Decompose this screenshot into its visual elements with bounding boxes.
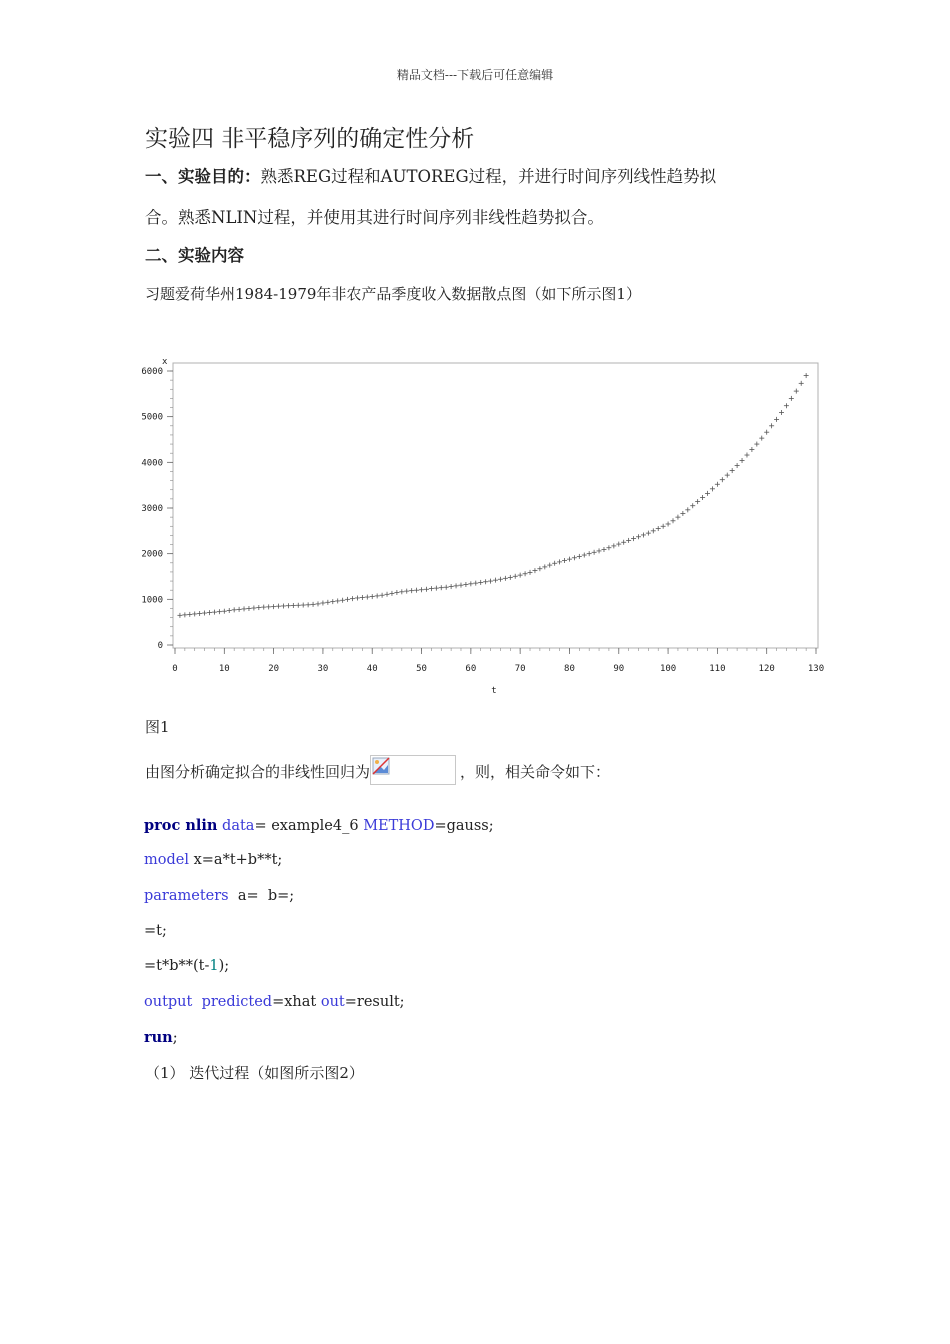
- data-point: [365, 595, 370, 600]
- x-tick-label: 60: [465, 664, 477, 674]
- data-point: [232, 607, 237, 612]
- data-point: [439, 585, 444, 590]
- x-tick-label: 50: [416, 664, 427, 674]
- code-l7-rest: ;: [172, 1030, 178, 1046]
- data-point: [444, 585, 449, 590]
- code-l1-rest1: = example4_6: [254, 818, 364, 834]
- data-point: [671, 518, 676, 523]
- data-point: [621, 540, 626, 545]
- data-point: [429, 586, 434, 591]
- data-point: [197, 611, 202, 616]
- data-point: [804, 373, 809, 378]
- data-point: [695, 499, 700, 504]
- x-tick-label: 70: [514, 664, 526, 674]
- data-point: [399, 589, 404, 594]
- data-point: [202, 611, 207, 616]
- data-point: [587, 551, 592, 556]
- x-tick-label: 0: [172, 664, 178, 674]
- formula-image: [370, 755, 456, 785]
- data-point: [705, 491, 710, 496]
- data-point: [651, 528, 656, 533]
- data-point: [735, 463, 740, 468]
- section1-text1: 熟悉REG过程和AUTOREG过程，并进行时间序列线性趋势拟: [260, 167, 717, 186]
- data-point: [424, 587, 429, 592]
- data-point: [345, 597, 350, 602]
- data-point: [463, 582, 468, 587]
- data-point: [513, 574, 518, 579]
- data-point: [468, 581, 473, 586]
- x-tick-label: 90: [613, 664, 625, 674]
- data-point: [592, 550, 597, 555]
- broken-image-icon: [372, 757, 390, 775]
- data-point: [385, 592, 390, 597]
- data-point: [222, 609, 227, 614]
- y-tick-label: 4000: [141, 458, 163, 469]
- data-point: [552, 561, 557, 566]
- y-tick-label: 1000: [141, 595, 163, 606]
- data-point: [547, 563, 552, 568]
- data-point: [661, 524, 666, 529]
- code-line-1: [144, 817, 494, 834]
- x-tick-label: 80: [564, 664, 575, 674]
- data-point: [493, 578, 498, 583]
- data-point: [227, 608, 232, 613]
- data-point: [794, 389, 799, 394]
- data-point: [562, 558, 567, 563]
- data-point: [449, 584, 454, 589]
- data-point: [597, 548, 602, 553]
- code-proc-keyword: proc nlin: [144, 817, 218, 834]
- analysis-after: ，则，相关命令如下：: [460, 763, 611, 781]
- y-tick-label: 0: [157, 641, 163, 651]
- code-line-3: [144, 888, 294, 904]
- data-point: [749, 447, 754, 452]
- y-tick-label: 5000: [141, 412, 163, 423]
- data-point: [626, 538, 631, 543]
- data-point: [537, 566, 542, 571]
- data-point: [769, 423, 774, 428]
- section2-label: 二、实验内容: [145, 246, 244, 265]
- data-point: [715, 482, 720, 487]
- data-point: [350, 596, 355, 601]
- code-data-option: data: [222, 818, 255, 834]
- code-line-7: [144, 1029, 178, 1046]
- data-point: [246, 606, 251, 611]
- data-point: [799, 381, 804, 386]
- data-point: [301, 603, 306, 608]
- data-point: [518, 573, 523, 578]
- data-point: [389, 591, 394, 596]
- data-point: [528, 570, 533, 575]
- data-point: [454, 583, 459, 588]
- data-point: [789, 396, 794, 401]
- x-tick-label: 10: [218, 664, 230, 674]
- section1-line1: [145, 166, 716, 187]
- data-point: [675, 515, 680, 520]
- data-point: [271, 604, 276, 609]
- analysis-line: [145, 758, 610, 788]
- plot-frame: [173, 363, 818, 648]
- data-point: [725, 473, 730, 478]
- x-tick-label: 120: [758, 664, 775, 674]
- x-tick-label: 40: [366, 664, 378, 674]
- data-point: [419, 587, 424, 592]
- x-axis-label: t: [491, 686, 497, 696]
- data-point: [666, 521, 671, 526]
- code-l6-gap: [192, 994, 201, 1010]
- data-point: [187, 612, 192, 617]
- data-point: [498, 577, 503, 582]
- y-axis-label: x: [162, 357, 168, 367]
- data-point: [774, 417, 779, 422]
- code-run-keyword: run: [144, 1029, 173, 1046]
- code-l6-rest2: =result;: [344, 994, 405, 1010]
- data-point: [360, 595, 365, 600]
- data-point: [483, 579, 488, 584]
- x-tick-label: 110: [709, 664, 726, 674]
- code-line-6: [144, 994, 405, 1010]
- x-tick-label: 30: [317, 664, 329, 674]
- data-point: [212, 610, 217, 615]
- y-tick-label: 6000: [141, 367, 163, 377]
- data-point: [759, 436, 764, 441]
- page-title: 实验四 非平稳序列的确定性分析: [145, 126, 475, 152]
- code-line-2: [144, 852, 282, 868]
- data-point: [720, 477, 725, 482]
- data-point: [754, 442, 759, 447]
- data-point: [542, 564, 547, 569]
- data-point: [296, 603, 301, 608]
- y-tick-label: 2000: [141, 549, 163, 560]
- data-point: [311, 602, 316, 607]
- data-point: [414, 588, 419, 593]
- section1-label: 一、实验目的：: [145, 167, 261, 186]
- data-point: [286, 603, 291, 608]
- page-header: 精品文档---下载后可任意编辑: [396, 68, 554, 82]
- data-point: [478, 580, 483, 585]
- data-point: [680, 511, 685, 516]
- data-point: [567, 557, 572, 562]
- data-point: [641, 532, 646, 537]
- data-point: [207, 610, 212, 615]
- code-output-keyword: output: [144, 994, 193, 1010]
- y-tick-label: 3000: [141, 504, 163, 514]
- step1-text: （1） 迭代过程（如图所示图2）: [145, 1064, 364, 1082]
- data-point: [355, 595, 360, 600]
- analysis-before: 由图分析确定拟合的非线性回归为: [145, 763, 371, 781]
- data-point: [458, 583, 463, 588]
- code-l5-num: 1: [209, 958, 219, 974]
- data-point: [256, 605, 261, 610]
- data-point: [251, 606, 256, 611]
- data-point: [266, 604, 271, 609]
- data-point: [606, 545, 611, 550]
- data-point: [656, 526, 661, 531]
- data-point: [192, 611, 197, 616]
- data-point: [557, 559, 562, 564]
- scatter-chart: [140, 350, 830, 700]
- data-point: [473, 581, 478, 586]
- data-point: [601, 547, 606, 552]
- data-point: [611, 543, 616, 548]
- data-point: [636, 534, 641, 539]
- data-point: [730, 468, 735, 473]
- data-point: [182, 612, 187, 617]
- data-point: [690, 503, 695, 508]
- data-point: [685, 507, 690, 512]
- code-l5-b: );: [218, 958, 230, 974]
- data-point: [177, 613, 182, 618]
- code-l2-rest: x=a*t+b**t;: [188, 852, 283, 868]
- code-out-option: out: [320, 994, 345, 1010]
- data-point: [532, 568, 537, 573]
- data-point: [582, 553, 587, 558]
- figure-caption: 图1: [145, 718, 170, 736]
- data-point: [710, 486, 715, 491]
- data-point: [320, 600, 325, 605]
- code-l3-rest: a= b=;: [228, 888, 295, 904]
- data-point: [488, 579, 493, 584]
- data-point: [315, 601, 320, 606]
- intro-text: 习题爱荷华州1984-1979年非农产品季度收入数据散点图（如下所示图1）: [145, 285, 641, 303]
- code-line-4: =t;: [144, 923, 167, 939]
- data-point: [434, 586, 439, 591]
- data-point: [375, 593, 380, 598]
- section1-line2: 合。熟悉NLIN过程，并使用其进行时间序列非线性趋势拟合。: [145, 208, 604, 227]
- data-point: [394, 590, 399, 595]
- data-point: [740, 458, 745, 463]
- data-point: [335, 598, 340, 603]
- data-point: [404, 589, 409, 594]
- data-point: [261, 605, 266, 610]
- data-point: [306, 602, 311, 607]
- data-point: [508, 575, 513, 580]
- data-point: [340, 598, 345, 603]
- data-point: [330, 599, 335, 604]
- data-point: [577, 554, 582, 559]
- data-point: [237, 607, 242, 612]
- code-parameters-keyword: parameters: [144, 888, 229, 904]
- data-point: [276, 604, 281, 609]
- data-point: [281, 603, 286, 608]
- data-point: [744, 453, 749, 458]
- data-point: [523, 571, 528, 576]
- data-point: [572, 555, 577, 560]
- data-point: [784, 403, 789, 408]
- data-point: [242, 606, 247, 611]
- data-point: [380, 593, 385, 598]
- code-l1-rest2: =gauss;: [434, 818, 494, 834]
- data-point: [503, 576, 508, 581]
- data-point: [646, 531, 651, 536]
- code-predicted-option: predicted: [201, 994, 273, 1010]
- x-tick-label: 20: [268, 664, 280, 674]
- data-point: [779, 410, 784, 415]
- data-point: [325, 600, 330, 605]
- x-tick-label: 100: [659, 664, 677, 674]
- data-point: [700, 495, 705, 500]
- code-l6-rest1: =xhat: [272, 994, 321, 1010]
- code-line-5: [144, 958, 229, 974]
- data-point: [370, 594, 375, 599]
- data-point: [764, 430, 769, 435]
- code-model-keyword: model: [144, 852, 189, 868]
- data-point: [217, 609, 222, 614]
- data-point: [631, 536, 636, 541]
- code-l5-a: =t*b**(t-: [144, 958, 210, 974]
- data-point: [409, 588, 414, 593]
- code-method-option: METHOD: [363, 818, 435, 834]
- x-tick-label: 130: [807, 664, 825, 674]
- data-point: [616, 542, 621, 547]
- data-point: [291, 603, 296, 608]
